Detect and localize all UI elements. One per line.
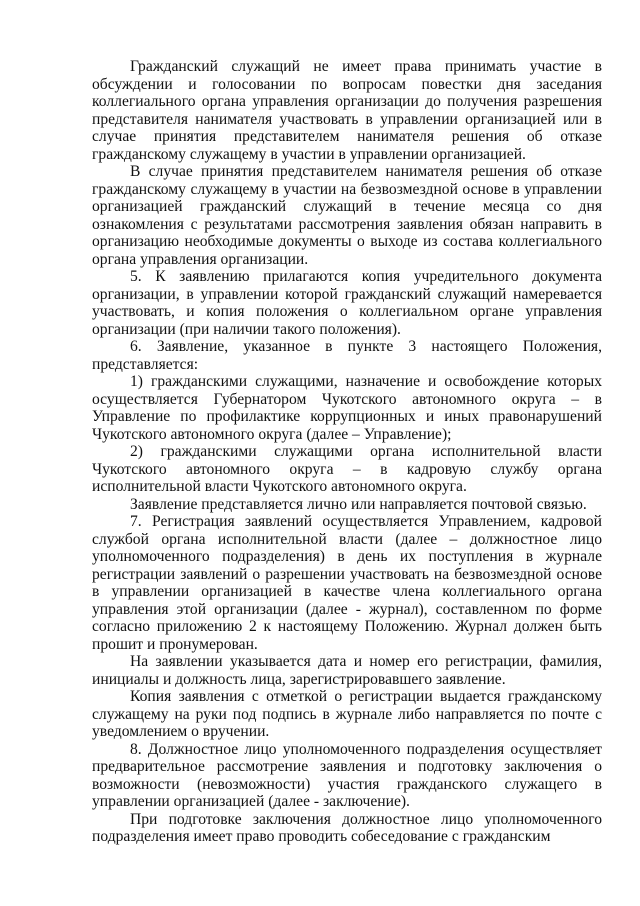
paragraph-item-6-sub-1: 1) гражданскими служащими, назначение и освобождение которых осуществляется Губернатором Чукотского автономного округа – в Управление по профилактике коррупционных и иных правонарушений Чукотского автономного округа (далее – Управление);	[92, 373, 602, 443]
paragraph-interview-right: При подготовке заключения должностное лицо уполномоченного подразделения имеет право проводить собеседование с гражданским	[92, 810, 602, 845]
paragraph-copy-issuance: Копия заявления с отметкой о регистрации выдается гражданскому служащему на руки под подпись в журнале либо направляется по почте с уведомлением о вручении.	[92, 688, 602, 740]
paragraph-participation-restriction: Гражданский служащий не имеет права принимать участие в обсуждении и голосовании по вопросам повестки дня заседания коллегиального органа управления организации до получения разрешения представителя нанимателя участвовать в управлении организацией или в случае принятия представителем нанимателя решения об отказе гражданскому служащему в участии в управлении организацией.	[92, 58, 602, 163]
paragraph-submission-method: Заявление представляется лично или направляется почтовой связью.	[130, 495, 587, 513]
paragraph-item-7: 7. Регистрация заявлений осуществляется Управлением, кадровой службой органа исполнительной власти (далее – должностное лицо уполномоченного подразделения) в день их поступления в журнале регистрации заявлений о разрешении участвовать на безвозмездной основе в управлении организацией в качестве члена коллегиального органа управления этой организации (далее - журнал), составленном по форме согласно приложению 2 к настоящему Положению. Журнал должен быть прошит и пронумерован.	[92, 513, 602, 653]
paragraph-item-5: 5. К заявлению прилагаются копия учредительного документа организации, в управлении которой гражданский служащий намеревается участвовать, и копия положения о коллегиальном органе управления организации (при наличии такого положения).	[92, 268, 602, 338]
paragraph-registration-details: На заявлении указывается дата и номер его регистрации, фамилия, инициалы и должность лица, зарегистрировавшего заявление.	[92, 653, 602, 688]
paragraph-item-8: 8. Должностное лицо уполномоченного подразделения осуществляет предварительное рассмотрение заявления и подготовку заключения о возможности (невозможности) участия гражданского служащего в управлении организацией (далее - заключение).	[92, 740, 602, 810]
paragraph-item-6-sub-2: 2) гражданскими служащими органа исполнительной власти Чукотского автономного округа – в кадровую службу органа исполнительной власти Чукотского автономного округа.	[92, 443, 602, 495]
document-page	[92, 58, 602, 846]
paragraph-refusal-consequence: В случае принятия представителем нанимателя решения об отказе гражданскому служащему в участии на безвозмездной основе в управлении организацией гражданский служащий в течение месяца со дня ознакомления с результатами рассмотрения заявления обязан направить в организацию необходимые документы о выходе из состава коллегиального органа управления организации.	[92, 163, 602, 268]
paragraph-item-6: 6. Заявление, указанное в пункте 3 настоящего Положения, представляется:	[92, 338, 602, 373]
